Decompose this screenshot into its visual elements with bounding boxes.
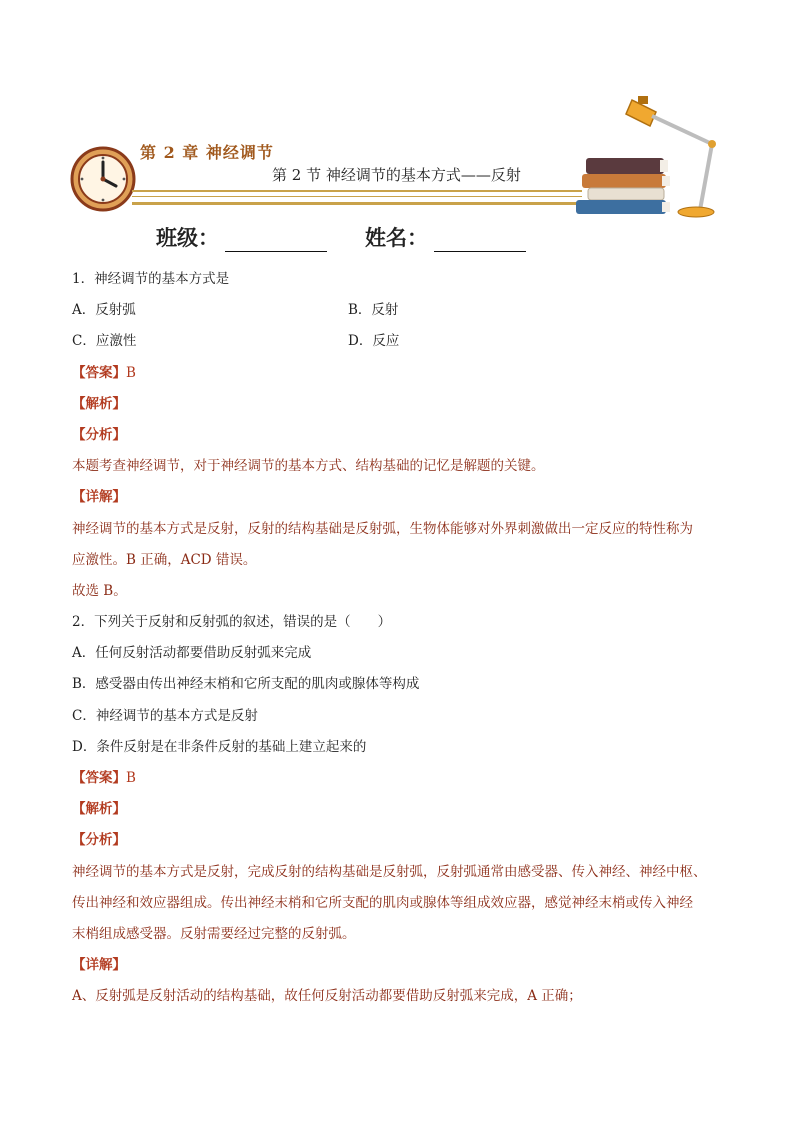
lamp-books-icon [572,92,720,220]
q1-option-a: A．反射弧 [72,302,136,319]
q2-option-b: B．感受器由传出神经末梢和它所支配的肌肉或腺体等构成 [72,676,420,693]
q1-options-row1 [72,295,732,326]
q2-option-a: A．任何反射活动都要借助反射弧来完成 [72,645,312,662]
q2-detail-tag: 【详解】 [72,957,126,974]
q1-option-c: C．应激性 [72,333,137,350]
header-rule [132,196,582,197]
answer-value: B [126,770,136,786]
q1-option-d: D．反应 [348,333,400,350]
q2-stem: 2．下列关于反射和反射弧的叙述，错误的是（ ） [72,614,392,631]
q2-fenxi-line: 末梢组成感受器。反射需要经过完整的反射弧。 [72,925,356,942]
q1-analysis-tag: 【解析】 [72,395,126,412]
q2-analysis-tag: 【解析】 [72,801,126,818]
q2-detail-line: A、反射弧是反射活动的结构基础，故任何反射活动都要借助反射弧来完成，A 正确； [72,988,582,1005]
question-content [72,264,732,1013]
header-rule [132,202,582,205]
q1-stem: 1．神经调节的基本方式是 [72,271,230,287]
name-blank [434,231,526,252]
class-blank [225,231,327,252]
q1-answer [72,358,732,389]
section-title: 第 2 节 神经调节的基本方式——反射 [272,166,521,184]
name-label: 姓名： [365,226,428,250]
q1-options-row2 [72,326,732,357]
q1-detail-line: 应激性。B 正确，ACD 错误。 [72,551,257,568]
q1-fenxi-text: 本题考查神经调节，对于神经调节的基本方式、结构基础的记忆是解题的关键。 [72,458,545,475]
student-info [156,222,526,252]
q1-detail-tag: 【详解】 [72,489,126,506]
q2-fenxi-line: 传出神经和效应器组成。传出神经末梢和它所支配的肌肉或腺体等组成效应器，感觉神经末梢或传入神经 [72,894,693,911]
q1-option-b: B．反射 [348,302,399,319]
class-label: 班级： [156,226,219,250]
answer-tag: 【答案】 [72,770,126,786]
answer-value: B [126,364,136,381]
q2-option-d: D．条件反射是在非条件反射的基础上建立起来的 [72,738,367,755]
q2-fenxi-tag: 【分析】 [72,832,126,849]
q1-detail-line: 故选 B。 [72,582,127,599]
header-rule [132,190,582,192]
q2-option-c: C．神经调节的基本方式是反射 [72,707,258,724]
q1-fenxi-tag: 【分析】 [72,426,126,443]
q1-detail-line: 神经调节的基本方式是反射，反射的结构基础是反射弧，生物体能够对外界刺激做出一定反应的特性称为 [72,520,693,537]
q2-answer [72,763,732,794]
q2-fenxi-line: 神经调节的基本方式是反射，完成反射的结构基础是反射弧，反射弧通常由感受器、传入神经、神经中枢、 [72,863,707,880]
chapter-title: 第 2 章 神经调节 [140,143,274,162]
clock-icon [70,146,136,212]
answer-tag: 【答案】 [72,364,126,381]
